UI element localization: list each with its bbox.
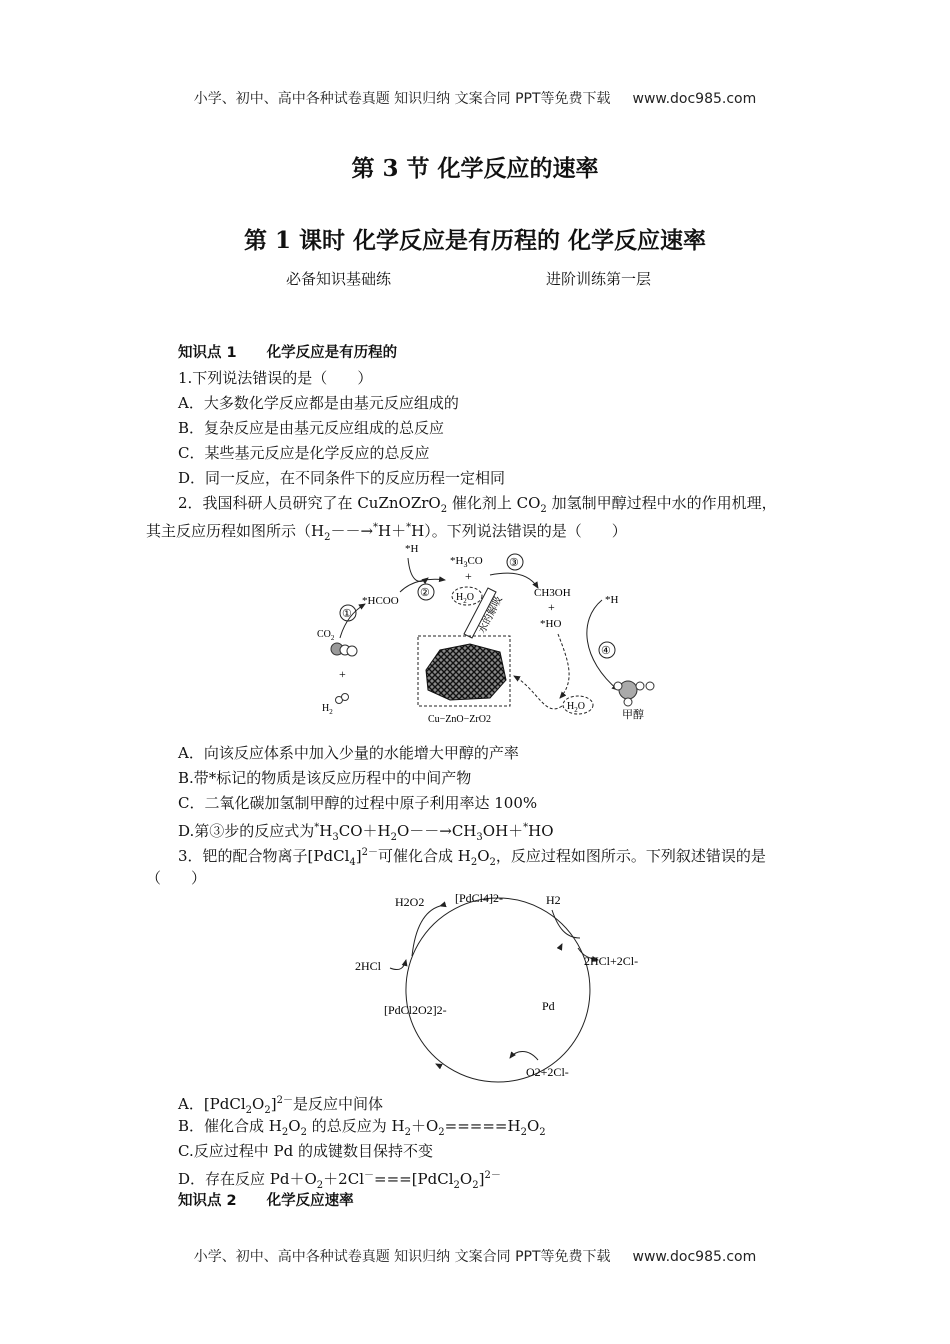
q1-option-a: A．大多数化学反应都是由基元反应组成的	[178, 394, 459, 412]
fig1-h2o-bottom: $H_2O$	[567, 701, 585, 714]
kp2-number: 知识点 2	[178, 1193, 237, 1209]
fig1-arrow-water-out	[558, 634, 569, 698]
knowledge-point-1	[178, 342, 397, 364]
fig1-plus-products: +	[548, 600, 555, 614]
knowledge-point-2	[178, 1190, 354, 1212]
fig1-h2-label: $H_2$	[322, 703, 333, 716]
fig1-step4: ④	[601, 645, 611, 657]
q1-option-c: C．某些基元反应是化学反应的总反应	[178, 444, 430, 462]
fig2-o2: O2+2Cl-	[526, 1065, 569, 1079]
fig2-pd: Pd	[542, 999, 555, 1013]
tag-advanced-training: 进阶训练第一层	[546, 270, 652, 288]
tag-basic-practice: 必备知识基础练	[286, 270, 392, 288]
q3-option-d: D．存在反应 $Pd+O_2+2Cl^-===[PdCl_2O_2]^{2-}$	[178, 1170, 501, 1191]
fig1-plus-reactants: +	[339, 667, 346, 681]
fig1-arrow-step3	[490, 573, 538, 588]
fig1-plus: +	[465, 569, 472, 583]
q2-option-a: A．向该反应体系中加入少量的水能增大甲醇的产率	[178, 744, 519, 762]
fig1-h-star: *H	[405, 543, 419, 555]
footer-url[interactable]: www.doc985.com	[632, 1249, 757, 1265]
fig1-catalyst-label: Cu−ZnO−ZrO2	[428, 714, 491, 725]
q3-stem-line1: 3．钯的配合物离子[PdCl$_4$]$^{2-}$可催化合成 $H_2O_2$，反应过程如图所示。下列叙述错误的是	[178, 847, 766, 868]
lesson-title: 第 1 课时 化学反应是有历程的 化学反应速率	[243, 227, 707, 254]
fig2-arrow-h2-in	[552, 910, 580, 938]
fig2-h2o2: H2O2	[395, 895, 425, 909]
q3-option-a: A．$[PdCl_2O_2]^{2-}$是反应中间体	[178, 1095, 383, 1116]
fig2-pdcl4: [PdCl4]2-	[455, 891, 503, 905]
fig1-h-star-right: *H	[605, 594, 619, 606]
fig2-hcl-right: 2HCl+2Cl-	[584, 954, 639, 968]
q3-option-c: C.反应过程中 Pd 的成键数目保持不变	[178, 1142, 433, 1160]
figure-methanol-mechanism	[300, 540, 680, 730]
fig2-cycle-circle	[406, 898, 590, 1082]
header-url[interactable]: www.doc985.com	[632, 91, 757, 107]
q3-stem-line2: （ ）	[146, 869, 207, 887]
fig1-h3co: $*H_3CO$	[450, 555, 483, 569]
fig1-arrow-h-in	[408, 558, 428, 581]
fig2-cycle-arrow-bottom	[436, 1064, 440, 1066]
fig2-arrow-o2-in	[510, 1052, 538, 1061]
fig2-h2: H2	[546, 893, 561, 907]
page-footer	[0, 1246, 950, 1266]
kp2-name: 化学反应速率	[266, 1193, 354, 1209]
fig1-hcoo: *HCOO	[362, 595, 399, 607]
figure-pd-cycle	[340, 888, 660, 1084]
footer-text: 小学、初中、高中各种试卷真题 知识归纳 文案合同 PPT等免费下载	[193, 1249, 611, 1265]
header-text: 小学、初中、高中各种试卷真题 知识归纳 文案合同 PPT等免费下载	[193, 91, 611, 107]
q2-option-d: D.第③步的反应式为$^*H_3CO+H_2O--\to CH_3OH+^*HO$	[178, 822, 554, 843]
fig2-cycle-arrow-right	[560, 944, 562, 948]
q3-option-b: B．催化合成 $H_2O_2$ 的总反应为 $H_2+O_2=====H_2O_2$	[178, 1117, 546, 1138]
q1-option-b: B．复杂反应是由基元反应组成的总反应	[178, 419, 445, 437]
q2-stem-line2: 其主反应历程如图所示$(H_2--\to^*H+^*H)$。下列说法错误的是（ ）	[146, 522, 627, 543]
q1-option-d: D．同一反应，在不同条件下的反应历程一定相同	[178, 469, 506, 487]
fig1-step2: ②	[420, 587, 430, 599]
fig2-pdcl2o2: [PdCl2O2]2-	[384, 1003, 447, 1017]
fig1-water-desorption: 水的解吸	[476, 594, 505, 636]
kp1-number: 知识点 1	[178, 345, 237, 361]
fig1-step3: ③	[509, 557, 519, 569]
fig1-co2-label: $CO_2$	[317, 629, 335, 642]
fig1-step1: ①	[342, 608, 352, 620]
fig1-ho: *HO	[540, 618, 562, 630]
fig1-arrow-water-return	[514, 676, 562, 709]
fig1-methanol-label: 甲醇	[622, 709, 644, 721]
q2-option-c: C．二氧化碳加氢制甲醇的过程中原子利用率达 100%	[178, 794, 538, 812]
q1-stem: 1.下列说法错误的是（ ）	[178, 369, 373, 387]
fig1-ch3oh: CH3OH	[534, 587, 571, 599]
fig1-catalyst-structure	[426, 644, 506, 700]
section-title: 第 3 节 化学反应的速率	[351, 155, 599, 182]
q2-stem-line1: 2．我国科研人员研究了在 CuZnOZrO$_2$ 催化剂上 $CO_2$ 加氢制甲醇过程中水的作用机理，	[178, 494, 777, 515]
fig2-hcl-left: 2HCl	[355, 959, 382, 973]
q2-option-b: B.带*标记的物质是该反应历程中的中间产物	[178, 769, 472, 787]
page-header	[0, 88, 950, 108]
fig2-arrow-hcl-in	[390, 960, 406, 970]
kp1-name: 化学反应是有历程的	[266, 345, 398, 361]
fig1-h2o-top: $H_2O$	[456, 592, 474, 605]
